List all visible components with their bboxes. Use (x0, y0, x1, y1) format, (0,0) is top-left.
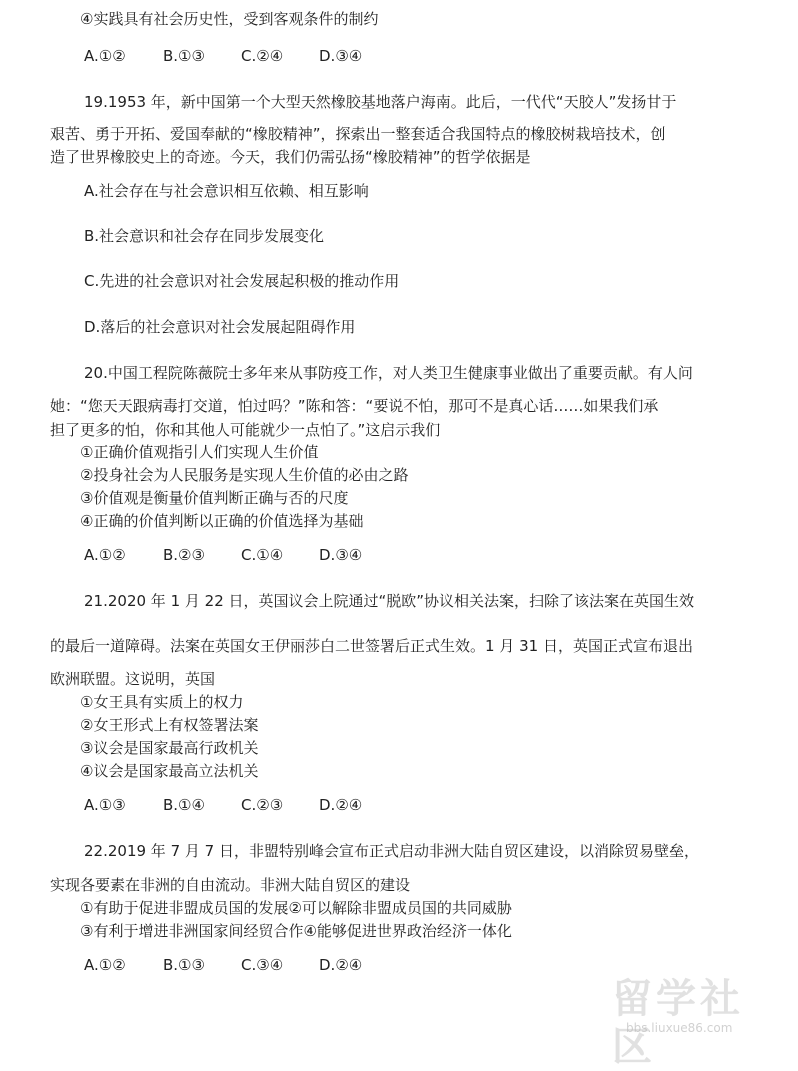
q19-stem-line2: 艰苦、勇于开拓、爱国奉献的“橡胶精神”，探索出一整套适合我国特点的橡胶树栽培技术，创 (50, 125, 666, 143)
q21-statement-4: ④议会是国家最高立法机关 (80, 762, 259, 780)
q22-choice-a: A.①② (84, 956, 126, 974)
q20-stem-line1: 20.中国工程院陈薇院士多年来从事防疫工作，对人类卫生健康事业做出了重要贡献。有人问 (84, 364, 693, 382)
q18-choice-b: B.①③ (163, 47, 205, 65)
q21-choice-a: A.①③ (84, 796, 126, 814)
q19-stem-line1: 19.1953 年，新中国第一个大型天然橡胶基地落户海南。此后，一代代“天胶人”发扬甘于 (84, 93, 677, 111)
q22-choice-b: B.①③ (163, 956, 205, 974)
q18-option-4: ④实践具有社会历史性，受到客观条件的制约 (80, 10, 379, 28)
q22-statement-line2: ③有利于增进非洲国家间经贸合作④能够促进世界政治经济一体化 (80, 922, 512, 940)
q19-stem-line3: 造了世界橡胶史上的奇迹。今天，我们仍需弘扬“橡胶精神”的哲学依据是 (50, 148, 531, 166)
q21-statement-1: ①女王具有实质上的权力 (80, 693, 244, 711)
q22-stem-line1: 22.2019 年 7 月 7 日，非盟特别峰会宣布正式启动非洲大陆自贸区建设，以消除贸易壁垒， (84, 842, 699, 860)
q18-choice-d: D.③④ (319, 47, 363, 65)
q19-option-d: D.落后的社会意识对社会发展起阻碍作用 (84, 318, 356, 336)
q21-stem-line3: 欧洲联盟。这说明，英国 (50, 670, 216, 688)
q19-option-a: A.社会存在与社会意识相互依赖、相互影响 (84, 182, 369, 200)
q20-choice-a: A.①② (84, 546, 126, 564)
watermark-url: bbs.liuxue86.com (626, 1021, 733, 1035)
q20-choice-c: C.①④ (241, 546, 284, 564)
q22-choice-d: D.②④ (319, 956, 363, 974)
q20-statement-1: ①正确价值观指引人们实现人生价值 (80, 443, 319, 461)
q20-statement-2: ②投身社会为人民服务是实现人生价值的必由之路 (80, 466, 409, 484)
q21-stem-line2: 的最后一道障碍。法案在英国女王伊丽莎白二世签署后正式生效。1 月 31 日，英国正式宣布退出 (50, 637, 693, 655)
q20-stem-line2: 她：“您天天跟病毒打交道，怕过吗？”陈和答：“要说不怕，那可不是真心话……如果我们承 (50, 397, 659, 415)
q20-statement-4: ④正确的价值判断以正确的价值选择为基础 (80, 512, 364, 530)
watermark-title: 留学社区 (612, 976, 744, 1070)
q20-choice-d: D.③④ (319, 546, 363, 564)
q21-statement-3: ③议会是国家最高行政机关 (80, 739, 259, 757)
q21-choice-d: D.②④ (319, 796, 363, 814)
q20-choice-b: B.②③ (163, 546, 205, 564)
q21-choice-c: C.②③ (241, 796, 284, 814)
q21-stem-line1: 21.2020 年 1 月 22 日，英国议会上院通过“脱欧”协议相关法案，扫除了该法案在英国生效 (84, 592, 695, 610)
q19-option-b: B.社会意识和社会存在同步发展变化 (84, 227, 325, 245)
q19-option-c: C.先进的社会意识对社会发展起积极的推动作用 (84, 272, 400, 290)
q18-choice-a: A.①② (84, 47, 126, 65)
q21-choice-b: B.①④ (163, 796, 205, 814)
q22-stem-line2: 实现各要素在非洲的自由流动。非洲大陆自贸区的建设 (50, 876, 411, 894)
q20-stem-line3: 担了更多的怕，你和其他人可能就少一点怕了。”这启示我们 (50, 421, 441, 439)
site-watermark (612, 975, 782, 1070)
q20-statement-3: ③价值观是衡量价值判断正确与否的尺度 (80, 489, 349, 507)
q22-statement-line1: ①有助于促进非盟成员国的发展②可以解除非盟成员国的共同威胁 (80, 899, 512, 917)
q21-statement-2: ②女王形式上有权签署法案 (80, 716, 259, 734)
q22-choice-c: C.③④ (241, 956, 284, 974)
q18-choice-c: C.②④ (241, 47, 284, 65)
